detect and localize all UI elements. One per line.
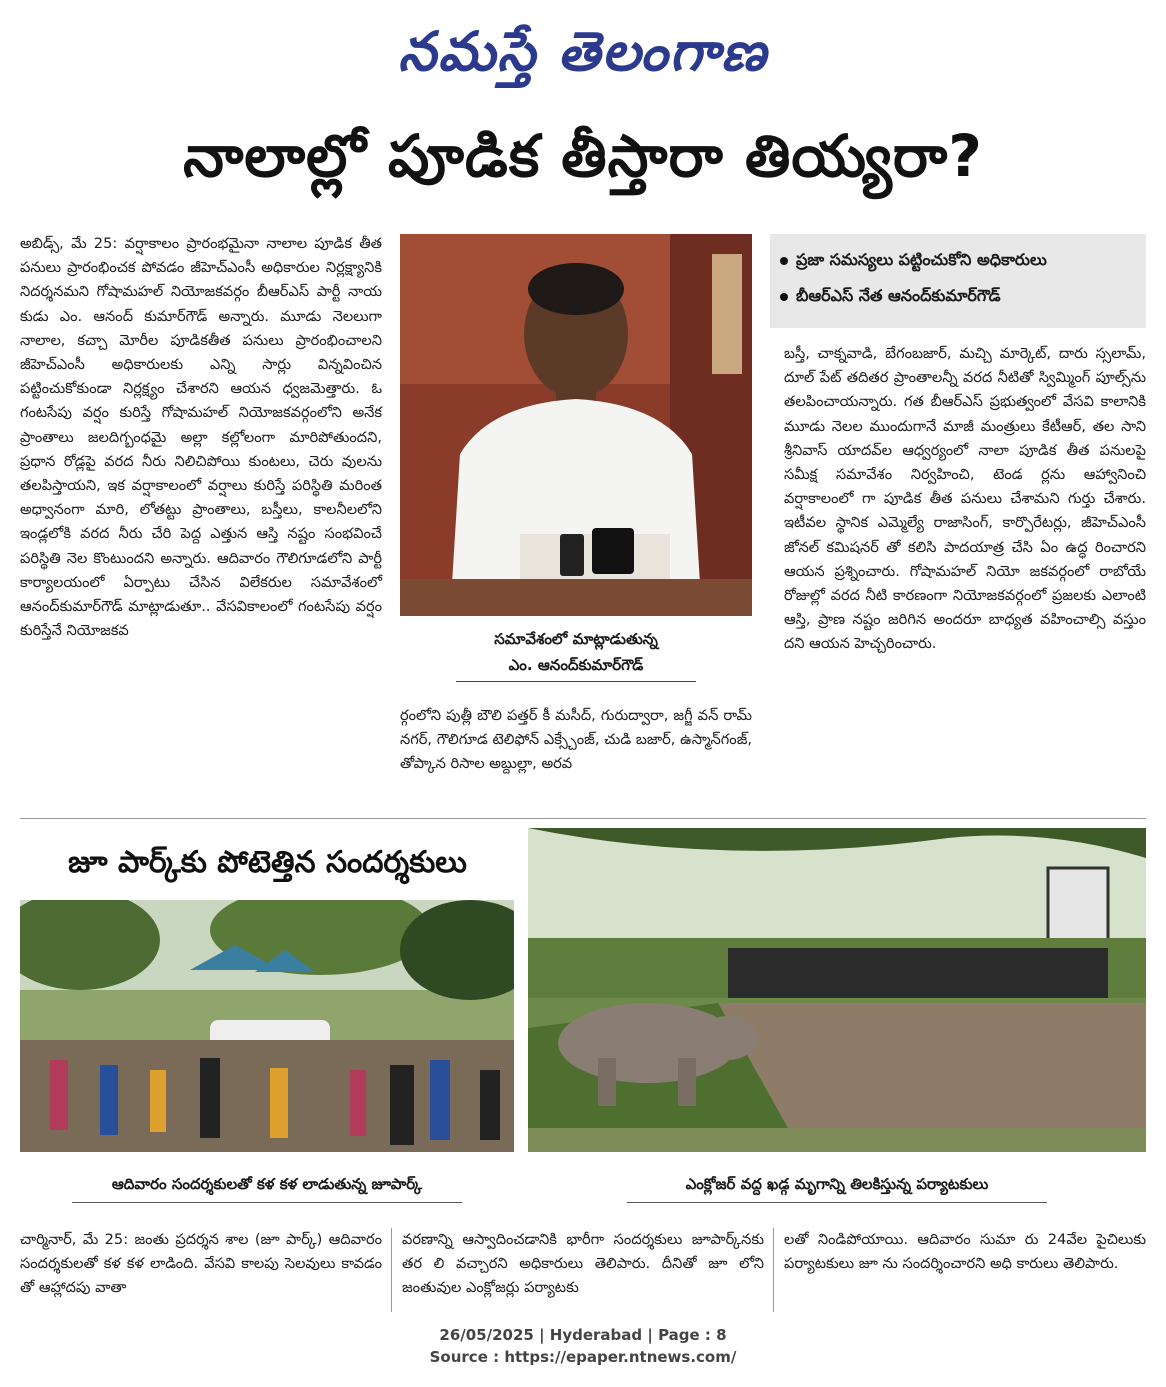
zoo-crowd-illustration xyxy=(20,900,514,1152)
zoo-rhino-caption-text: ఎంక్లోజర్ వద్ద ఖడ్గ మృగాన్ని తిలకిస్తున్న పర్యాటకులు xyxy=(685,1175,989,1193)
highlight-item xyxy=(780,242,1136,278)
highlight-item xyxy=(780,278,1136,314)
bullet-icon xyxy=(780,293,788,301)
speaker-photo-illustration xyxy=(400,234,752,616)
article2-column2-text: వరణాన్ని ఆస్వాదించడానికి భారీగా సందర్శకులు జూపార్క్‌నకు తర లి వచ్చారని అధికారులు తెలిపారు. దీనితో జూ లోని జంతువుల ఎంక్లోజర్లు పర్యాటకు xyxy=(402,1231,764,1297)
article1-column3-text: బస్తీ, చాక్నవాడి, బేగంబజార్, మచ్చి మార్కెట్, దారు స్సలామ్, దూల్ పేట్ తదితర ప్రాంతాలన్నీ వరద నీటితో స్విమ్మింగ్ పూల్స్‌ను తలపించాయన్నారు. గత బీఆర్‌ఎస్ ప్రభుత్వంలో వేసవి కాలానికి మూడు నెలల ముందుగానే మాజీ మంత్రులు కేటీఆర్, తల సాని శ్రీనివాస్ యాదవ్‌ల ఆధ్వర్యంలో నాలా పూడిక తీత పనులపై సమీక్ష సమావేశం నిర్వహించి, టెండ ర్లను ఆహ్వానించి వర్షాకాలంలో గా పూడిక తీత పనులు చేశామని గుర్తు చేశారు. ఇటీవల స్థానిక ఎమ్మెల్యే రాజాసింగ్, కార్పొరేటర్లు, జీహెచ్‌ఎంసీ జోనల్ కమిషనర్ తో కలిసి పాదయాత్ర చేసి ఏం ఉద్ధ రించారని ఆయన ప్రశ్నించారు. గోషామహల్ నియో జకవర్గంలో రాబోయే రోజుల్లో వరద నీటి కారణంగా నియోజకవర్గంలో ప్రజలకు ఎలాంటి ఆస్తి, ప్రాణ నష్టం జరిగిన అందరూ బాధ్యత వహించాల్సి వస్తుం దని ఆయన హెచ్చరించారు. xyxy=(784,345,1146,653)
column-divider xyxy=(773,1228,774,1312)
zoo-headline-text: జూ పార్క్‌కు పోటెత్తిన సందర్శకులు xyxy=(68,845,467,880)
photo-speaker xyxy=(400,234,752,616)
article2-column1 xyxy=(20,1228,382,1310)
article2-column2 xyxy=(402,1228,764,1310)
rhino-enclosure-illustration xyxy=(528,828,1146,1152)
article1-column1 xyxy=(20,232,382,800)
masthead-title: నమస్తే తెలంగాణ xyxy=(398,19,768,83)
main-headline xyxy=(0,108,1166,204)
highlights-box xyxy=(770,234,1146,328)
article2-column3 xyxy=(784,1228,1146,1310)
main-headline-text: నాలాల్లో పూడిక తీస్తారా తియ్యరా? xyxy=(183,122,983,190)
article2-column1-text: చార్మినార్, మే 25: జంతు ప్రదర్శన శాల (జూ పార్క్) ఆదివారం సందర్శకులతో కళ కళ లాడింది. వేసవి కాలపు సెలవులు కావడం తో ఆహ్లాదపు వాతా xyxy=(20,1231,382,1297)
footer-date-page: 26/05/2025 | Hyderabad | Page : 8 xyxy=(439,1326,727,1344)
article1-column2-text: ర్గంలోని పుత్లీ బౌలి పత్తర్ కీ మసీద్, గురుద్వారా, జగ్జీ వన్ రామ్ నగర్, గౌలిగూడ టెలిఫోన్ ఎక్స్చేంజ్, చుడి బజార్, ఉస్మాన్‌గంజ్, తోప్కాన రిసాల అబ్దుల్లా, అరవ xyxy=(400,707,752,773)
zoo-rhino-caption xyxy=(528,1172,1146,1203)
highlight-text: బీఆర్ఎస్ నేత ఆనంద్‌కుమార్‌గౌడ్ xyxy=(796,286,1001,305)
caption-line-2: ఎం. ఆనంద్‌కుమార్‌గౌడ్ xyxy=(508,656,644,674)
caption-line-1: సమావేశంలో మాట్లాడుతున్న xyxy=(494,630,658,648)
footer xyxy=(0,1324,1166,1368)
photo-zoo-rhino xyxy=(528,828,1146,1152)
caption-underline xyxy=(72,1202,462,1203)
photo-speaker-caption xyxy=(400,626,752,682)
photo-zoo-crowd xyxy=(20,900,514,1152)
bullet-icon xyxy=(780,257,788,265)
article2-column3-text: లతో నిండిపోయాయి. ఆదివారం సుమా రు 24వేల పైచిలుకు పర్యాటకులు జూ ను సందర్శించారని అధి కారులు తెలిపారు. xyxy=(784,1231,1146,1273)
article1-column2 xyxy=(400,704,752,800)
section-divider xyxy=(20,818,1146,819)
column-divider xyxy=(391,1228,392,1312)
article1-column1-text: అబిడ్స్, మే 25: వర్షాకాలం ప్రారంభమైనా నాలాల పూడిక తీత పనులు ప్రారంభించక పోవడం జీహెచ్‌ఎంసీ అధికారుల నిర్లక్ష్యానికి నిదర్శనమని గోషామహల్ నియోజకవర్గం బీఆర్‌ఎస్ పార్టీ నాయ కుడు ఎం. ఆనంద్ కుమార్‌గౌడ్ అన్నారు. మూడు నెలలుగా నాలాల, కచ్చా మోరీల పూడికతీత పనులు ప్రారంభించాలని జీహెచ్‌ఎంసీ అధికారులకు ఎన్ని సార్లు విన్నవించిన పట్టించుకోకుండా నిర్లక్ష్యం చేశారని ఆయన ధ్వజమెత్తారు. ఓ గంటసేపు వర్షం కురిస్తే గోషామహల్ నియోజకవర్గంలోని అనేక ప్రాంతాలు జలదిగ్బంధమై అల్లా కల్లోలంగా మారిపోతుందని, ప్రధాన రోడ్లపై వరద నీరు నిలిచిపోయి కుంటలు, చెరు వులను తలపిస్తాయని, ఇక వర్షాకాలంలో వర్షాలు కురిస్తే పరిస్థితి మరింత అధ్వానంగా మారి, లోతట్టు ప్రాంతాలు, బస్తీలు, కాలనీలలోని ఇండ్లలోకి వరద నీరు చేరి పెద్ద ఎత్తున ఆస్తి నష్టం సంభవించే పరిస్థితి నెల కొంటుందని అన్నారు. ఆదివారం గౌలిగూడలోని పార్టీ కార్యాలయంలో ఏర్పాటు చేసిన విలేకరుల సమావేశంలో ఆనంద్‌కుమార్‌గౌడ్ మాట్లాడుతూ.. వేసవికాలంలో గంటసేపు వర్షం కురిస్తేనే నియోజకవ xyxy=(20,235,382,640)
article1-column3 xyxy=(784,342,1146,802)
zoo-crowd-caption-text: ఆదివారం సందర్శకులతో కళ కళ లాడుతున్న జూపార్క్ xyxy=(111,1175,423,1193)
caption-underline xyxy=(456,681,696,682)
masthead xyxy=(0,8,1166,94)
caption-underline xyxy=(627,1202,1047,1203)
highlight-text: ప్రజా సమస్యలు పట్టించుకోని అధికారులు xyxy=(796,250,1047,269)
zoo-headline xyxy=(20,838,515,888)
zoo-crowd-caption xyxy=(20,1172,514,1203)
footer-source-link[interactable]: Source : https://epaper.ntnews.com/ xyxy=(429,1348,737,1366)
